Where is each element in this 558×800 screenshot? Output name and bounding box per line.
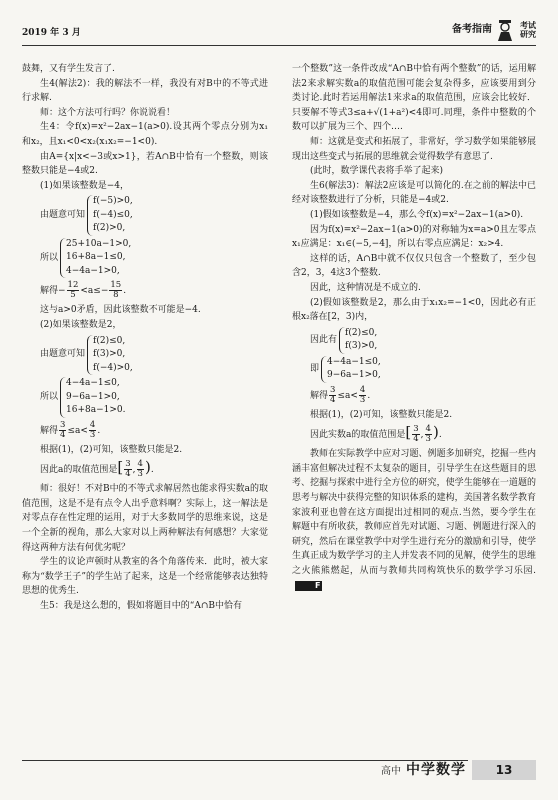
- footer-rule: [22, 760, 468, 761]
- fraction: $\frac{12}{5}$: [67, 280, 79, 301]
- range-line: 因此实数a的取值范围是[ $\frac{3}{4}$ , $\frac{4}{3}$ ).: [310, 423, 442, 445]
- equation-system: 所以 25+10a−1>0, 16+8a−1≤0, 4−4a−1>0,: [40, 238, 268, 279]
- end-mark: F: [295, 581, 322, 591]
- fraction: $\frac{3}{4}$: [330, 384, 336, 405]
- paragraph: 一个整数”这一条件改成“A∩B中恰有两个整数”的话，运用解法2来求解实数a的取值范围可能会复杂得多，应该要用到分类讨论.此时若运用解法1来求a的取值范围，应该会比较好．只要解不等式3≤a+√(1+a²)<4即可.同理，条件中整数的个数可以扩展为三个、四个….: [292, 64, 536, 133]
- fraction: $\frac{3}{4}$: [125, 459, 131, 480]
- paragraph: 学生的议论声顿时从教室的各个角落传来．此时，被大家称为“数学王子”的学生站了起来，这是一个经常能够表达独特思想的优秀生.: [22, 557, 268, 597]
- issue-date: 2019 年 3 月: [22, 28, 81, 38]
- magazine-level: 高中: [381, 766, 401, 777]
- brace-system: 4−4a−1≤0, 9−6a−1>0,: [321, 356, 381, 383]
- paragraph: 这与a>0矛盾，因此该整数不可能是−4.: [40, 305, 201, 316]
- equation-system: 由题意可知 f(2)≤0, f(3)>0, f(−4)>0,: [40, 335, 268, 376]
- paragraph: 因此，这种情况是不成立的.: [310, 282, 421, 293]
- brace-system: f(2)≤0, f(3)>0,: [339, 327, 377, 354]
- case-label: (2)如果该整数是2，: [40, 319, 122, 330]
- paragraph: 生6(解法3)：解法2应该是可以简化的.在之前的解法中已经对该整数进行了分析，只能是−4或2.: [292, 180, 536, 206]
- paragraph: 鼓舞，又有学生发言了.: [22, 64, 115, 74]
- paragraph: 教师在实际教学中应对习题、例题多加研究，挖掘一些内涵丰富但解决过程不太复杂的题目，引导学生在这些题目的思考、挖掘与探索中进行全方位的研究，使学生能够在一道题的思考与解决中获得完整的知识体系的建构，美国著名数学教育家波利亚也曾在这方面提出过相同的观点.当然，要今学生在解题中有所收获，教师应首先对试题、习题、例题进行深入的研究，然后在课堂教学中对学生进行充分的激励和引导，使学生真正成为数学学习的主人并发表不同的见解，使学生的思维之火熊熊燃起，从而与教师共同构筑快乐的数学学习乐园.F: [292, 449, 536, 590]
- brace-system: 4−4a−1≤0, 9−6a−1>0, 16+8a−1>0.: [60, 377, 125, 418]
- paragraph: 根据(1)，(2)可知，该整数只能是2.: [40, 444, 183, 455]
- header-rule: [22, 45, 536, 46]
- paragraph: 师：很好！不对B中的不等式求解居然也能求得实数a的取值范围，这是不是有点令人出乎意料啊？实际上，这一解法是对零点存在性定理的运用，对于大多数同学的思维来说，这是一个全新的视角，那么大家对以上两种解法有何感想？大家觉得这两种方法有何优劣呢？: [22, 484, 268, 553]
- equation-system: 即 4−4a−1≤0, 9−6a−1>0,: [310, 356, 536, 383]
- solution-line: 解得 $\frac{3}{4}$ ≤a< $\frac{4}{3}$ .: [310, 384, 371, 405]
- column-tag: 考试 研究: [520, 21, 536, 39]
- brace-system: f(2)≤0, f(3)>0, f(−4)>0,: [87, 335, 133, 376]
- paragraph: 师：这个方法可行吗？你说说看！: [40, 107, 176, 118]
- page-header: [22, 16, 536, 44]
- fraction: $\frac{15}{8}$: [110, 280, 122, 301]
- page-footer: [0, 760, 558, 784]
- paragraph: (此时，数学课代表将手举了起来): [310, 166, 444, 177]
- case-label: (1)如果该整数是−4，: [40, 180, 130, 191]
- page-number: 13: [472, 760, 536, 780]
- solution-line: 解得− $\frac{12}{5}$ <a≤− $\frac{15}{8}$ .: [40, 280, 127, 301]
- right-column: [292, 62, 536, 593]
- paragraph: (1)假如该整数是−4，那么令f(x)=x²−2ax−1(a>0).: [310, 209, 524, 220]
- paragraph: 因为f(x)=x²−2ax−1(a>0)的对称轴为x=a>0且左零点x₁应满足：x₁∈(−5,−4]，所以右零点应满足：x₂>4.: [292, 224, 536, 250]
- graduate-figure-icon: [495, 18, 517, 42]
- fraction: $\frac{4}{3}$: [425, 424, 431, 445]
- fraction: $\frac{4}{3}$: [359, 384, 366, 405]
- paragraph: 师：这就是变式和拓展了，非常好，学习数学如果能够展现出这些变式与拓展的思维就会觉得数学有意思了.: [292, 136, 536, 162]
- fraction: $\frac{3}{4}$: [60, 419, 66, 440]
- magazine-title: [381, 763, 466, 780]
- column-brand: [452, 18, 536, 42]
- brace-system: f(−5)>0, f(−4)≤0, f(2)>0,: [87, 195, 133, 236]
- paragraph: 这样的话，A∩B中就不仅仅只包含一个整数了，至少包含2，3，4这3个整数.: [292, 253, 536, 279]
- fraction: $\frac{4}{3}$: [89, 419, 96, 440]
- paragraph: 根据(1)，(2)可知，该整数只能是2.: [310, 409, 453, 420]
- column-title: 备考指南: [452, 23, 492, 35]
- fraction: $\frac{3}{4}$: [413, 424, 419, 445]
- left-column: [22, 62, 268, 613]
- paragraph: 生4：令f(x)=x²−2ax−1(a>0).设其两个零点分别为x₁和x₂，且x₁<0<x₂(x₁x₂=−1<0).: [22, 122, 268, 147]
- paragraph: 生4(解法2)：我的解法不一样，我没有对B中的不等式进行求解.: [22, 78, 268, 104]
- equation-system: 由题意可知 f(−5)>0, f(−4)≤0, f(2)>0,: [40, 195, 268, 236]
- solution-line: 解得 $\frac{3}{4}$ ≤a< $\frac{4}{3}$ .: [40, 419, 101, 440]
- paragraph: (2)假如该整数是2，那么由于x₁x₂=−1<0，因此必有正根x₂落在[2，3)内，: [292, 297, 536, 323]
- magazine-name: 中学数学: [406, 762, 466, 778]
- fraction: $\frac{4}{3}$: [137, 459, 143, 480]
- paragraph: 生5：我是这么想的，假如将题目中的“A∩B中恰有: [40, 600, 242, 611]
- equation-system: 因此有 f(2)≤0, f(3)>0,: [310, 327, 536, 354]
- equation-system: 所以 4−4a−1≤0, 9−6a−1>0, 16+8a−1>0.: [40, 377, 268, 418]
- range-line: 因此a的取值范围是[ $\frac{3}{4}$ , $\frac{4}{3}$ ).: [40, 458, 154, 480]
- brace-system: 25+10a−1>0, 16+8a−1≤0, 4−4a−1>0,: [60, 238, 131, 279]
- paragraph: 由A={x|x<−3或x>1}，若A∩B中恰有一个整数，则该整数只能是−4或2.: [22, 151, 268, 177]
